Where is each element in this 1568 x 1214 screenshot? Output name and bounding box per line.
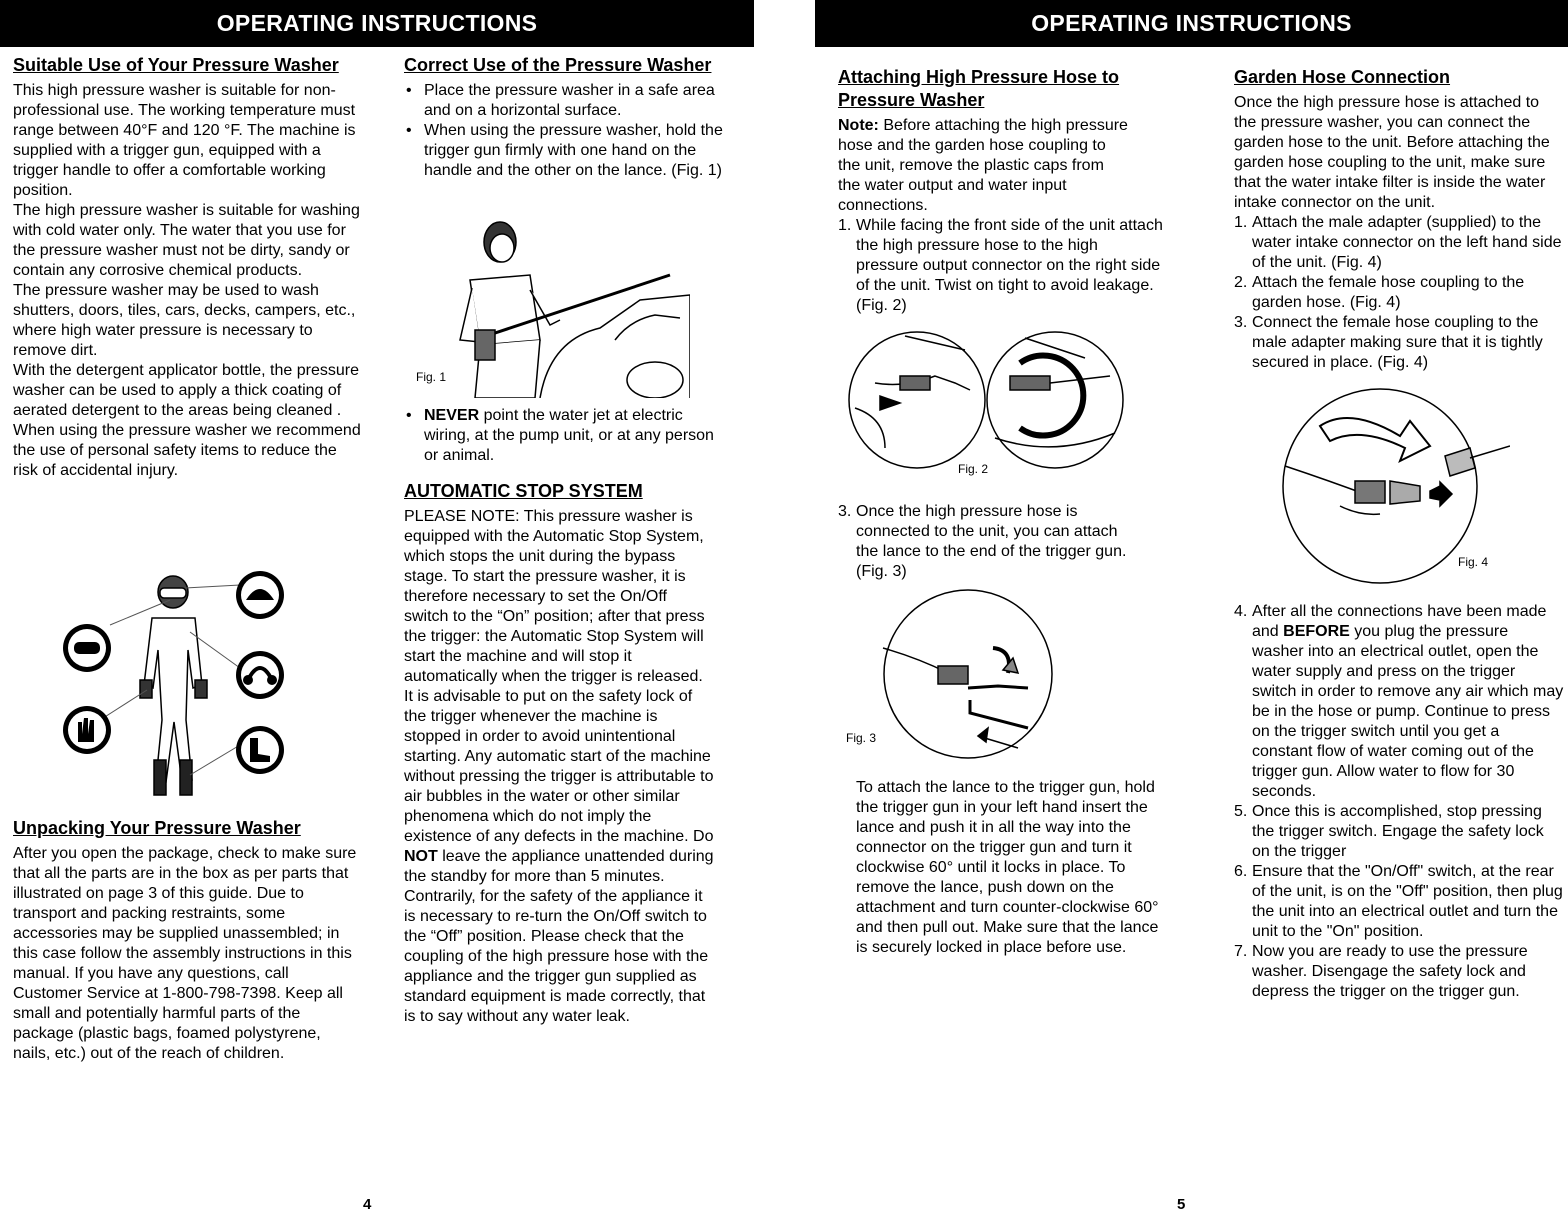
list-item (1234, 273, 1562, 313)
unpacking-section (13, 817, 361, 1064)
fig-1-label: Fig. 1 (416, 370, 447, 384)
suitable-use-paragraph: This high pressure washer is suitable for non-professional use. The working temperature must range between 40°F and 120 °F. The machine is supplied with a trigger gun, equipped with a trigger handle to offer a comfortable working position. (13, 82, 356, 199)
list-item: • Place the pressure washer in a safe area and on a horizontal surface. (404, 81, 730, 121)
safety-gear-illustration (50, 570, 310, 805)
step-text: After all the connections have been made and (1252, 603, 1547, 640)
step-text: While facing the front side of the unit attach the high pressure hose to the high pressure output connector on the right side of the unit. Twist on tight to avoid leakage. (Fig. 2) (856, 217, 1163, 314)
list-item (1234, 602, 1564, 802)
left-column-1 (13, 54, 361, 481)
fig-4-label: Fig. 4 (1458, 555, 1489, 569)
step-number: 3. (1234, 314, 1248, 331)
step-number: 3. (838, 503, 852, 520)
step-text: Now you are ready to use the pressure washer. Disengage the safety lock and depress the trigger on the trigger gun. (1252, 943, 1528, 1000)
right-page-banner: OPERATING INSTRUCTIONS (815, 0, 1568, 47)
goggles-icon (63, 624, 111, 672)
fig-2-illustration (845, 328, 1125, 473)
fig-1-illustration (440, 220, 690, 398)
left-page-banner: OPERATING INSTRUCTIONS (0, 0, 754, 47)
step-text: Attach the female hose coupling to the garden hose. (Fig. 4) (1252, 274, 1525, 311)
right-column-2-lower (1234, 602, 1564, 1002)
suitable-use-paragraph: The pressure washer may be used to wash shutters, doors, tiles, cars, decks, campers, etc., where high water pressure is necessary to remove dirt. (13, 282, 356, 359)
lance-instructions (856, 778, 1172, 958)
fig-3-label: Fig. 3 (846, 731, 877, 745)
list-item (1234, 313, 1562, 373)
step-number: 5. (1234, 803, 1248, 820)
garden-hose-heading: Garden Hose Connection (1234, 67, 1451, 87)
step-text: you plug the pressure washer into an electrical outlet, open the water supply and press on the trigger switch in order to remove any air which may be in the hose or pump. Continue to press on the trigger switch until you get a constant flow of water coming out of the trigger gun. Allow water to flow for 30 seconds. (1252, 623, 1564, 800)
step-number: 6. (1234, 863, 1248, 880)
fig-2-label: Fig. 2 (958, 462, 989, 476)
correct-use-heading: Correct Use of the Pressure Washer (404, 55, 712, 75)
attach-note (838, 116, 1128, 216)
garden-steps (1234, 213, 1562, 373)
step-text: Connect the female hose coupling to the male adapter making sure that it is tightly secured in place. (Fig. 4) (1252, 314, 1543, 371)
step-number: 2. (1234, 274, 1248, 291)
note-bold: Note: (838, 117, 879, 134)
garden-steps-continued (1234, 602, 1564, 1002)
left-column-2 (404, 54, 730, 181)
step-number: 1. (838, 217, 852, 234)
page-number-4: 4 (363, 1196, 372, 1213)
suitable-use-heading: Suitable Use of Your Pressure Washer (13, 55, 339, 75)
step-bold: BEFORE (1283, 623, 1350, 640)
auto-stop-text-b: leave the appliance unattended during the standby for more than 5 minutes. Contrarily, for the safety of the appliance it is necessary to re-turn the On/Off switch to the “Off” position. Please check that the coupling of the high pressure hose with the appliance and the trigger gun supplied as standard equipment is made correctly, that is to say without any water leak. (404, 848, 714, 1025)
auto-stop-text-a: PLEASE NOTE: This pressure washer is equipped with the Automatic Stop System, which stops the unit during the bypass stage. To start the pressure washer, it is therefore necessary to set the On/Off switch to the “On” position; after that press the trigger: the Automatic Stop System will start the machine and will stop it automatically when the trigger is released. It is advisable to put on the safety lock of the trigger whenever the machine is stopped in order to avoid unintentional starting. Any automatic start of the machine without pressing the trigger is attributable to air bubbles in the water or other similar phenomena which do not imply the existence of any defects in the machine. Do (404, 508, 714, 845)
attach-step-3 (838, 502, 1138, 582)
list-item (838, 502, 1138, 582)
step-text: Ensure that the "On/Off" switch, at the rear of the unit, is on the "Off" position, then plug the unit into an electrical outlet and turn the unit to the "On" position. (1252, 863, 1563, 940)
suitable-use-paragraph: The high pressure washer is suitable for washing with cold water only. The water that you use for the pressure washer must not be dirty, sandy or contain any corrosive chemical products. (13, 202, 360, 279)
unpacking-text: After you open the package, check to make sure that all the parts are in the box as per parts that illustrated on page 3 of this guide. Due to transport and packing restraints, some accessories may be supplied unassembled; in this case follow the assembly instructions in this manual. If you have any questions, call Customer Service at 1-800-798-7398. Keep all small and potentially harmful parts of the package (plastic bags, foamed polystyrene, nails, etc.) out of the reach of children. (13, 845, 357, 1062)
gloves-icon (63, 706, 111, 754)
attach-steps (838, 216, 1168, 316)
step-text: Once the high pressure hose is connected to the unit, you can attach the lance to the end of the trigger gun. (Fig. 3) (856, 503, 1127, 580)
boots-icon (236, 726, 284, 774)
attach-hose-heading: Attaching High Pressure Hose to Pressure Washer (838, 67, 1120, 110)
list-item: • When using the pressure washer, hold the trigger gun firmly with one hand on the handle and the other on the lance. (Fig. 1) (404, 121, 730, 181)
list-item (1234, 213, 1562, 273)
fig-3-illustration (878, 588, 1058, 763)
page-number-5: 5 (1177, 1196, 1186, 1213)
never-text: point the water jet at electric wiring, at the pump unit, or at any person or animal. (424, 407, 714, 464)
never-item (404, 406, 730, 466)
list-item (1234, 802, 1564, 862)
step-text: Attach the male adapter (supplied) to the water intake connector on the left hand side of the unit. (Fig. 4) (1252, 214, 1562, 271)
note-text: Before attaching the high pressure hose and the garden hose coupling to the unit, remove the plastic caps from the water output and water input connections. (838, 117, 1128, 214)
garden-hose-intro: Once the high pressure hose is attached to the pressure washer, you can connect the garden hose to the unit. Before attaching the garden hose coupling to the unit, make sure that the water intake filter is inside the water intake connector on the unit. (1234, 94, 1550, 211)
unpacking-heading: Unpacking Your Pressure Washer (13, 818, 301, 838)
list-item (1234, 942, 1564, 1002)
right-column-2 (1234, 66, 1562, 373)
correct-use-list (404, 81, 730, 181)
never-bold: NEVER (424, 407, 480, 424)
list-item (838, 216, 1163, 316)
step-number: 4. (1234, 603, 1248, 620)
suitable-use-paragraph: With the detergent applicator bottle, the pressure washer can be used to apply a thick coating of aerated detergent to the areas being cleaned . (13, 362, 359, 419)
lance-text: To attach the lance to the trigger gun, hold the trigger gun in your left hand insert the lance and push it in all the way into the connector on the trigger gun and turn it clockwise 60° until it locks in place. To remove the lance, push down on the attachment and turn counter-clockwise 60° and then pull out. Make sure that the lance is securely locked in place before use. (856, 779, 1159, 956)
step-number: 1. (1234, 214, 1248, 231)
step-number: 7. (1234, 943, 1248, 960)
auto-stop-heading: AUTOMATIC STOP SYSTEM (404, 481, 643, 501)
suitable-use-paragraph: When using the pressure washer we recommend the use of personal safety items to reduce the risk of accidental injury. (13, 422, 361, 479)
left-column-2-lower (404, 406, 730, 1027)
list-item (1234, 862, 1564, 942)
auto-stop-text (404, 507, 714, 1027)
ear-protection-icon (236, 651, 284, 699)
hard-hat-icon (236, 571, 284, 619)
auto-stop-bold: NOT (404, 848, 438, 865)
step-text: Once this is accomplished, stop pressing the trigger switch. Engage the safety lock on the trigger (1252, 803, 1544, 860)
right-column-1 (838, 66, 1168, 316)
